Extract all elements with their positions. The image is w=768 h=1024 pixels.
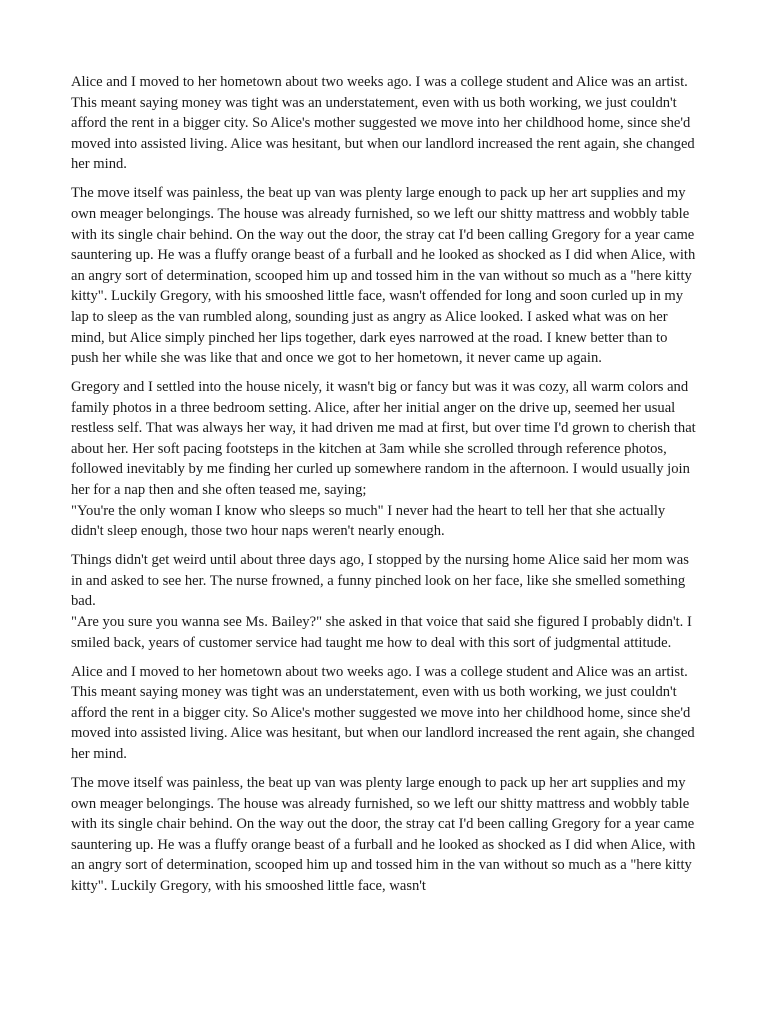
paragraph-1 xyxy=(71,72,698,175)
paragraph-line: "Are you sure you wanna see Ms. Bailey?" she asked in that voice that said she figured I probably didn't. I smiled back, years of customer service had taught me how to deal with this sort of judgmental attitude. xyxy=(71,614,696,651)
paragraph-line: Alice and I moved to her hometown about two weeks ago. I was a college student and Alice was an artist. This meant saying money was tight was an understatement, even with us both working, we just couldn't afford the rent in a bigger city. So Alice's mother suggested we move into her childhood home, since she'd moved into assisted living. Alice was hesitant, but when our landlord increased the rent again, she changed her mind. xyxy=(71,74,699,173)
paragraph-2 xyxy=(71,183,698,368)
paragraph-line: The move itself was painless, the beat up van was plenty large enough to pack up her art supplies and my own meager belongings. The house was already furnished, so we left our shitty mattress and wobbly table with its single chair behind. On the way out the door, the stray cat I'd been calling Gregory for a year came sauntering up. He was a fluffy orange beast of a furball and he looked as shocked as I did when Alice, with an angry sort of determination, scooped him up and tossed him in the van without so much as a "here kitty kitty". Luckily Gregory, with his smooshed little face, wasn't xyxy=(71,774,699,894)
paragraph-6 xyxy=(71,773,698,897)
paragraph-5 xyxy=(71,662,698,765)
paragraph-4 xyxy=(71,550,698,653)
paragraph-line: Gregory and I settled into the house nicely, it wasn't big or fancy but was it was cozy, all warm colors and family photos in a three bedroom setting. Alice, after her initial anger on the drive up, seemed her usual restless self. That was always her way, it had driven me mad at first, but over time I'd grown to cherish that about her. Her soft pacing footsteps in the kitchen at 3am while she scrolled through reference photos, followed inevitably by me finding her curled up somewhere random in the afternoon. I would usually join her for a nap then and she often teased me, saying; xyxy=(71,379,700,499)
paragraph-line: Things didn't get weird until about three days ago, I stopped by the nursing home Alice said her mom was in and asked to see her. The nurse frowned, a funny pinched look on her face, like she smelled something bad. xyxy=(71,552,693,610)
paragraph-line: The move itself was painless, the beat up van was plenty large enough to pack up her art supplies and my own meager belongings. The house was already furnished, so we left our shitty mattress and wobbly table with its single chair behind. On the way out the door, the stray cat I'd been calling Gregory for a year came sauntering up. He was a fluffy orange beast of a furball and he looked as shocked as I did when Alice, with an angry sort of determination, scooped him up and tossed him in the van without so much as a "here kitty kitty". Luckily Gregory, with his smooshed little face, wasn't offended for long and soon curled up in my lap to sleep as the van rumbled along, sounding just as angry as Alice looked. I asked what was on her mind, but Alice simply pinched her lips together, dark eyes narrowed at the road. I knew better than to push her while she was like that and once we got to her hometown, it never came up again. xyxy=(71,185,699,367)
paragraph-line: "You're the only woman I know who sleeps so much" I never had the heart to tell her that she actually didn't sleep enough, those two hour naps weren't nearly enough. xyxy=(71,502,669,540)
paragraph-3 xyxy=(71,377,698,542)
paragraph-line: Alice and I moved to her hometown about two weeks ago. I was a college student and Alice was an artist. This meant saying money was tight was an understatement, even with us both working, we just couldn't afford the rent in a bigger city. So Alice's mother suggested we move into her childhood home, since she'd moved into assisted living. Alice was hesitant, but when our landlord increased the rent again, she changed her mind. xyxy=(71,663,699,762)
